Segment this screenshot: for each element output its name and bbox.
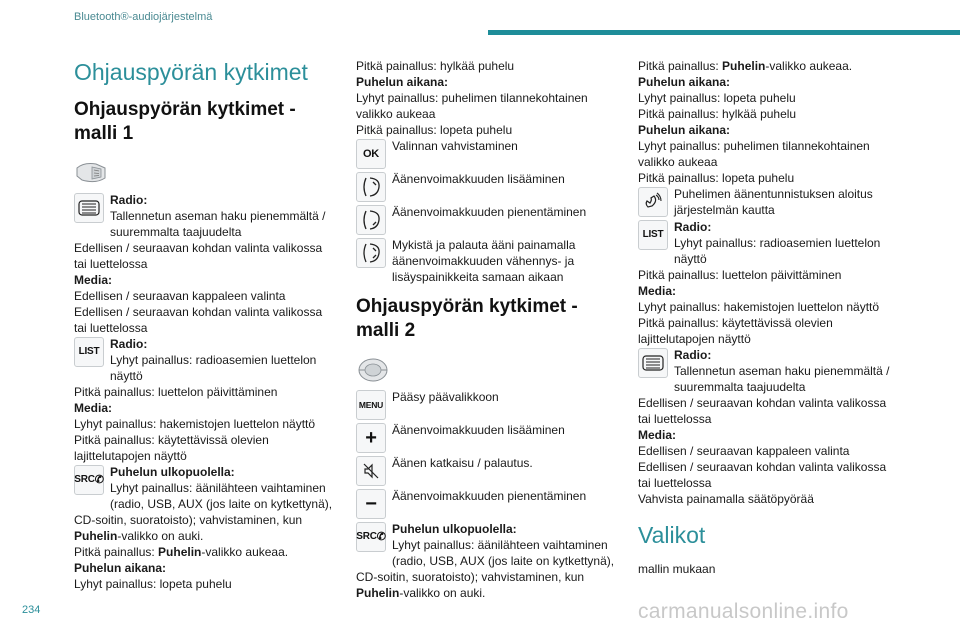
- during-call-label: Puhelun aikana:: [638, 123, 731, 137]
- context-menu-desc: Lyhyt painallus: puhelimen tilannekohtainen valikko aukeaa: [638, 139, 870, 169]
- volume-up-item: [356, 171, 618, 204]
- voice-button-item: [638, 186, 900, 219]
- column-1: [74, 58, 336, 592]
- phone-bold: Puhelin: [74, 529, 118, 543]
- minus-button-item: [356, 488, 618, 521]
- menu-button-icon: MENU: [356, 390, 386, 420]
- media-label: Media:: [638, 428, 677, 442]
- vol-up-desc: Äänenvoimakkuuden lisääminen: [392, 172, 565, 186]
- media-desc-2: Edellisen / seuraavan kohdan valinta valikossa tai luettelossa: [638, 460, 887, 490]
- long-press-desc-end: -valikko aukeaa.: [201, 545, 289, 559]
- phone-bold: Puhelin: [722, 59, 766, 73]
- call-out-desc: Lyhyt painallus: äänilähteen vaihtaminen (radio, USB, AUX (jos laite on kytkettynä), CD-soitin, suoratoisto); vahvistaminen, kun: [356, 538, 615, 584]
- subsection-title-model-2: Ohjauspyörän kytkimet - malli 2: [356, 296, 578, 341]
- volume-down-item: [356, 204, 618, 237]
- section-title: Ohjauspyörän kytkimet: [74, 59, 308, 85]
- context-menu-desc: Lyhyt painallus: puhelimen tilannekohtainen valikko aukeaa: [356, 91, 588, 121]
- media-desc-3: Vahvista painamalla säätöpyörää: [638, 492, 814, 506]
- list-radio-desc-2: Pitkä painallus: luettelon päivittäminen: [74, 385, 278, 399]
- watermark: carmanualsonline.info: [638, 600, 849, 623]
- radio-label: Radio:: [110, 337, 148, 351]
- media-desc: Edellisen / seuraavan kappaleen valinta: [638, 444, 850, 458]
- call-out-desc-end: -valikko on auki.: [399, 586, 486, 600]
- plus-icon: +: [356, 423, 386, 453]
- menu-button-item: [356, 389, 618, 422]
- subsection-title-model-1: Ohjauspyörän kytkimet - malli 1: [74, 99, 296, 144]
- call-out-label: Puhelun ulkopuolella:: [110, 465, 235, 479]
- mute2-desc: Äänen katkaisu / palautus.: [392, 456, 533, 470]
- radio-label: Radio:: [674, 348, 712, 362]
- radio-desc: Tallennetun aseman haku pienemmältä / suuremmalta taajuudelta: [674, 364, 890, 394]
- radio-label: Radio:: [674, 220, 712, 234]
- radio-thumbwheel-item: [74, 192, 336, 240]
- media-desc: Edellisen / seuraavan kappaleen valinta: [74, 289, 286, 303]
- volume-mute-switch-icon: [356, 238, 386, 268]
- call-out-desc: Lyhyt painallus: äänilähteen vaihtaminen (radio, USB, AUX (jos laite on kytkettynä), CD-soitin, suoratoisto); vahvistaminen, kun: [74, 481, 333, 527]
- list-button-item: [638, 219, 900, 267]
- list-button-item: [74, 336, 336, 384]
- voice-desc: Puhelimen äänentunnistuksen aloitus järjestelmän kautta: [674, 187, 873, 217]
- during-call-label: Puhelun aikana:: [74, 561, 167, 575]
- volume-up-switch-icon: [356, 172, 386, 202]
- page-number: 234: [22, 604, 41, 616]
- list-button-icon: LIST: [638, 220, 668, 250]
- speaker-mute-icon: [356, 456, 386, 486]
- ok-button-item: [356, 138, 618, 171]
- header-accent-bar: [488, 30, 960, 35]
- during-call-desc: Lyhyt painallus: lopeta puhelu: [74, 577, 232, 591]
- menu-desc: Pääsy päävalikkoon: [392, 390, 499, 404]
- list-media-desc: Lyhyt painallus: hakemistojen luettelon näyttö: [74, 417, 316, 431]
- list-radio-desc: Lyhyt painallus: radioasemien luettelon näyttö: [110, 353, 317, 383]
- end-call-desc: Lyhyt painallus: lopeta puhelu: [638, 91, 796, 105]
- column-3: [638, 58, 900, 577]
- phone-bold: Puhelin: [158, 545, 202, 559]
- column-2: [356, 58, 618, 601]
- minus-icon: −: [356, 489, 386, 519]
- media-label: Media:: [74, 401, 113, 415]
- reject-call-desc: Pitkä painallus: hylkää puhelu: [638, 107, 797, 121]
- long-press-desc: Pitkä painallus:: [74, 545, 159, 559]
- radio-thumbwheel-item: [638, 347, 900, 395]
- call-out-desc-end: -valikko on auki.: [117, 529, 204, 543]
- list-radio-desc-2: Pitkä painallus: luettelon päivittäminen: [638, 268, 842, 282]
- voice-recognition-icon: [638, 187, 668, 217]
- vol-down-desc: Äänenvoimakkuuden pienentäminen: [392, 205, 587, 219]
- running-header: Bluetooth®-audiojärjestelmä: [74, 11, 213, 23]
- call-out-label: Puhelun ulkopuolella:: [392, 522, 517, 536]
- src-phone-button-icon: SRC ✆: [356, 522, 386, 552]
- radio-desc: Tallennetun aseman haku pienemmältä / suuremmalta taajuudelta: [110, 209, 326, 239]
- during-call-label: Puhelun aikana:: [356, 75, 449, 89]
- thumbwheel-icon: [74, 193, 104, 223]
- long-press-desc-end: -valikko aukeaa.: [765, 59, 853, 73]
- src-phone-button-icon: SRC ✆: [74, 465, 104, 495]
- plus-button-item: [356, 422, 618, 455]
- reject-call-desc: Pitkä painallus: hylkää puhelu: [356, 59, 515, 73]
- mute-button-item: [356, 455, 618, 488]
- during-call-label: Puhelun aikana:: [638, 75, 731, 89]
- media-label: Media:: [74, 273, 113, 287]
- list-media-desc-2: Pitkä painallus: käytettävissä olevien lajittelutapojen näyttö: [74, 433, 269, 463]
- list-media-desc-2: Pitkä painallus: käytettävissä olevien lajittelutapojen näyttö: [638, 316, 833, 346]
- thumbwheel-icon: [638, 348, 668, 378]
- media-label: Media:: [638, 284, 677, 298]
- radio-desc-2: Edellisen / seuraavan kohdan valinta valikossa tai luettelossa: [638, 396, 887, 426]
- mute-desc: Mykistä ja palauta ääni painamalla äänenvoimakkuuden vähennys- ja lisäyspainikkeita samaan aikaan: [392, 238, 576, 284]
- media-desc-2: Edellisen / seuraavan kohdan valinta valikossa tai luettelossa: [74, 305, 323, 335]
- volume-down-switch-icon: [356, 205, 386, 235]
- mute-item: [356, 237, 618, 285]
- steering-switch-model1-icon: [74, 160, 108, 186]
- radio-label: Radio:: [110, 193, 148, 207]
- phone-bold: Puhelin: [356, 586, 400, 600]
- steering-switch-model2-icon: [356, 357, 390, 383]
- minus-desc: Äänenvoimakkuuden pienentäminen: [392, 489, 587, 503]
- menus-title: Valikot: [638, 522, 706, 548]
- long-press-desc: Pitkä painallus:: [638, 59, 723, 73]
- plus-desc: Äänenvoimakkuuden lisääminen: [392, 423, 565, 437]
- list-radio-desc: Lyhyt painallus: radioasemien luettelon näyttö: [674, 236, 881, 266]
- src-button-item: [74, 464, 336, 544]
- list-media-desc: Lyhyt painallus: hakemistojen luettelon näyttö: [638, 300, 880, 314]
- ok-desc: Valinnan vahvistaminen: [392, 139, 518, 153]
- list-button-icon: LIST: [74, 337, 104, 367]
- end-call-desc: Pitkä painallus: lopeta puhelu: [356, 123, 513, 137]
- ok-button-icon: OK: [356, 139, 386, 169]
- src2-button-item: [356, 521, 618, 601]
- end-call-desc-2: Pitkä painallus: lopeta puhelu: [638, 171, 795, 185]
- menus-desc: mallin mukaan: [638, 562, 716, 576]
- radio-desc-2: Edellisen / seuraavan kohdan valinta valikossa tai luettelossa: [74, 241, 323, 271]
